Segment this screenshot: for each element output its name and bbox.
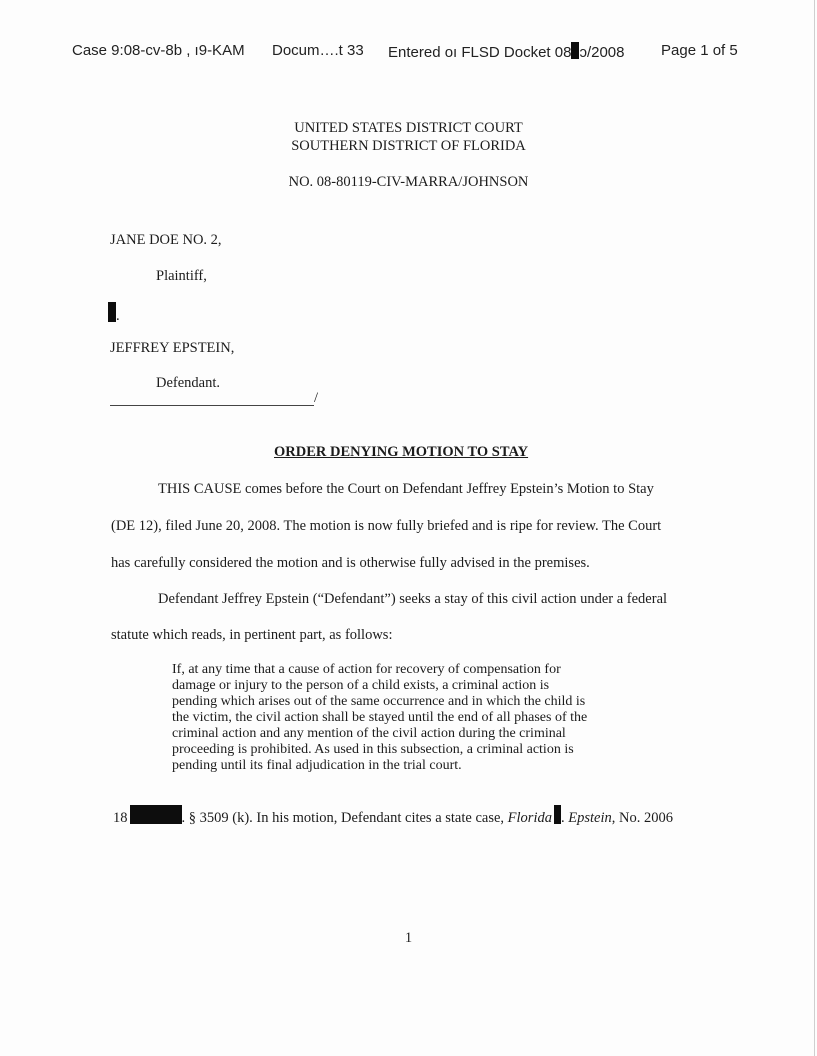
court-name-line1: UNITED STATES DISTRICT COURT (294, 120, 523, 136)
defendant-role: Defendant. (156, 375, 221, 391)
plaintiff-name: JANE DOE NO. 2, (110, 232, 222, 248)
caption-slash: / (314, 390, 319, 406)
paragraph-1-line-2: (DE 12), filed June 20, 2008. The motion is now fully briefed and is ripe for review. The Court (111, 518, 662, 534)
quote-line: pending which arises out of the same occurrence and in which the child is (172, 694, 586, 709)
header-entered (388, 42, 624, 61)
court-name-line2: SOUTHERN DISTRICT OF FLORIDA (291, 138, 526, 154)
header-page-indicator: Page 1 of 5 (661, 42, 738, 59)
plaintiff-role: Plaintiff, (156, 268, 207, 284)
redaction-block (108, 302, 116, 322)
defendant-name: JEFFREY EPSTEIN, (110, 340, 235, 356)
citation-middle-2: . (560, 810, 569, 826)
citation-prefix: 18 (113, 810, 128, 826)
citation-line (113, 805, 673, 827)
caption-rule (110, 405, 314, 406)
citation-middle: . § 3509 (k). In his motion, Defendant cites a state case, (181, 810, 508, 826)
scan-edge (814, 0, 815, 1056)
header-entered-text: Entered ᴏı FLSD Docket 08 (388, 44, 572, 61)
paragraph-1-line-3: has carefully considered the motion and is otherwise fully advised in the premises. (111, 555, 590, 571)
header-entered-date-end: ↄ/2008 (579, 44, 625, 61)
header-case-number: Case 9:08-cv-8b , ı9-KAM (72, 42, 245, 59)
quote-line: criminal action and any mention of the civil action during the criminal (172, 726, 566, 741)
redaction-block (554, 805, 561, 824)
paragraph-2-line-1: Defendant Jeffrey Epstein (“Defendant”) seeks a stay of this civil action under a federal (158, 591, 668, 607)
citation-case-party-2: Epstein (568, 810, 612, 826)
citation-case-party-1: Florida (507, 810, 552, 826)
citation-end: , No. 2006 (611, 810, 673, 826)
quote-line: If, at any time that a cause of action for recovery of compensation for (172, 662, 561, 677)
quote-line: the victim, the civil action shall be stayed until the end of all phases of the (172, 710, 588, 725)
header-document-number: Docum….t 33 (272, 42, 364, 59)
versus (108, 302, 120, 325)
page-number: 1 (404, 930, 413, 946)
quote-line: proceeding is prohibited. As used in this subsection, a criminal action is (172, 742, 574, 757)
redaction-block (130, 805, 182, 824)
paragraph-1-line-1: THIS CAUSE comes before the Court on Defendant Jeffrey Epstein’s Motion to Stay (158, 481, 654, 497)
statute-block-quote (172, 662, 652, 774)
order-title: ORDER DENYING MOTION TO STAY (274, 444, 529, 460)
case-number: NO. 08-80119-CIV-MARRA/JOHNSON (288, 174, 529, 190)
quote-line: damage or injury to the person of a child exists, a criminal action is (172, 678, 550, 693)
quote-line: pending until its final adjudication in the trial court. (172, 758, 462, 773)
versus-suffix: . (116, 308, 120, 324)
paragraph-2-line-2: statute which reads, in pertinent part, as follows: (111, 627, 393, 643)
